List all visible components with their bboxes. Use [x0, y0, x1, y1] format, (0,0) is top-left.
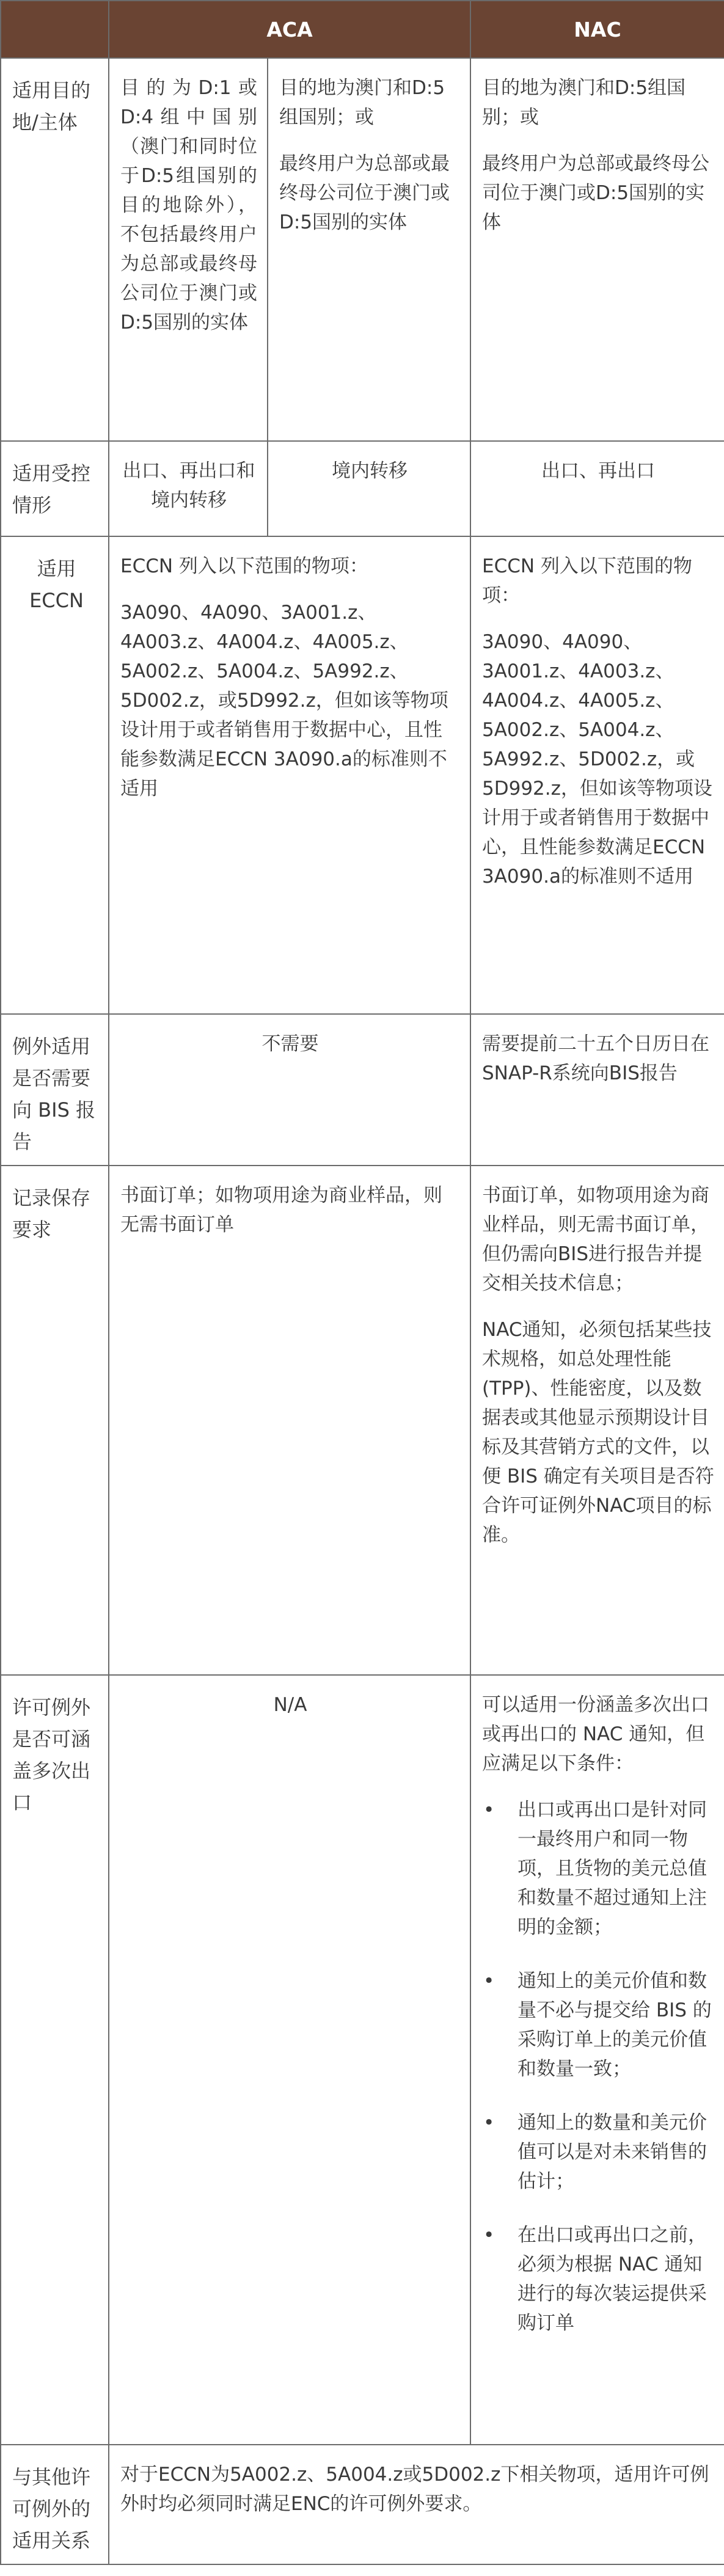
list-item: • 通知上的数量和美元价值可以是对未来销售的估计； [482, 2108, 714, 2196]
aca-transfer-cell [268, 58, 470, 441]
row-label: 与其他许可例外的适用关系 [1, 2445, 109, 2564]
header-empty-cell [1, 1, 109, 58]
row-label: 适用 ECCN [1, 536, 109, 1014]
header-row [1, 1, 724, 58]
aca-p2: 3A090、4A090、3A001.z、4A003.z、4A004.z、4A005.z、5A002.z、5A004.z、5A992.z、5D002.z，或5D992.z，但如该等物项设计用于或者销售用于数据中心，且性能参数满足ECCN 3A090.a的标准则不适用 [120, 602, 448, 800]
row-records [1, 1166, 724, 1675]
row-multi [1, 1675, 724, 2445]
nac-cell [470, 536, 724, 1014]
nac-p1: 书面订单，如物项用途为商业样品，则无需书面订单，但仍需向BIS进行报告并提交相关技术信息； [482, 1184, 709, 1294]
nac-cell [470, 1166, 724, 1675]
nac-cell [470, 1675, 724, 2445]
aca-transfer-cell: 境内转移 [268, 441, 470, 536]
nac-intro: 可以适用一份涵盖多次出口或再出口的 NAC 通知，但应满足以下条件： [482, 1694, 709, 1775]
row-bis-report [1, 1014, 724, 1166]
row-label: 记录保存要求 [1, 1166, 109, 1675]
row-label: 适用受控情形 [1, 441, 109, 536]
nac-cell [470, 58, 724, 441]
nac-cell: 出口、再出口 [470, 441, 724, 536]
row-label: 适用目的地/主体 [1, 58, 109, 441]
list-item: • 通知上的美元价值和数量不必与提交给 BIS 的采购订单上的美元价值和数量一致； [482, 1966, 714, 2084]
row-destination [1, 58, 724, 441]
nac-p1: ECCN 列入以下范围的物项： [482, 555, 692, 607]
nac-p2: 3A090、4A090、3A001.z、4A003.z、4A004.z、4A005.z、5A002.z、5A004.z、5A992.z、5D002.z，或5D992.z，但如该等物项设计用于或者销售用于数据中心，且性能参数满足ECCN 3A090.a的标准则不适用 [482, 631, 712, 888]
aca-cell: 不需要 [109, 1014, 470, 1166]
row-eccn [1, 536, 724, 1014]
aca-cell [109, 536, 470, 1014]
row-label: 许可例外是否可涵盖多次出口 [1, 1675, 109, 2445]
row-scenario [1, 441, 724, 536]
header-aca: ACA [109, 1, 470, 58]
aca-export-cell: 目的为D:1或D:4组中国别（澳门和同时位于D:5组国别的目的地除外），不包括最终用户为总部或最终母公司位于澳门或D:5国别的实体 [109, 58, 268, 441]
nac-p1: 目的地为澳门和D:5组国别；或 [482, 77, 686, 128]
aca-cell: 书面订单；如物项用途为商业样品，则无需书面订单 [109, 1166, 470, 1675]
list-item: • 在出口或再出口之前，必须为根据 NAC 通知进行的每次装运提供采购订单 [482, 2220, 714, 2338]
nac-cell: 需要提前二十五个日历日在SNAP-R系统向BIS报告 [470, 1014, 724, 1166]
aca-export-cell: 出口、再出口和境内转移 [109, 441, 268, 536]
list-item: • 出口或再出口是针对同一最终用户和同一物项，且货物的美元总值和数量不超过通知上注明的金额； [482, 1795, 714, 1942]
relation-cell: 对于ECCN为5A002.z、5A004.z或5D002.z下相关物项，适用许可例外时均必须同时满足ENC的许可例外要求。 [109, 2445, 724, 2564]
header-nac: NAC [470, 1, 724, 58]
aca-transfer-p2: 最终用户为总部或最终母公司位于澳门或D:5国别的实体 [279, 153, 450, 233]
nac-p2: NAC通知，必须包括某些技术规格，如总处理性能(TPP)、性能密度，以及数据表或其他显示预期设计目标及其营销方式的文件，以便 BIS 确定有关项目是否符合许可证例外NAC项目的标准。 [482, 1319, 714, 1546]
aca-cell: N/A [109, 1675, 470, 2445]
row-relation [1, 2445, 724, 2564]
row-label: 例外适用是否需要向 BIS 报告 [1, 1014, 109, 1166]
aca-p1: ECCN 列入以下范围的物项： [120, 555, 368, 577]
aca-transfer-p1: 目的地为澳门和D:5组国别；或 [279, 77, 445, 128]
nac-p2: 最终用户为总部或最终母公司位于澳门或D:5国别的实体 [482, 153, 709, 233]
nac-conditions-list [482, 1795, 714, 2338]
